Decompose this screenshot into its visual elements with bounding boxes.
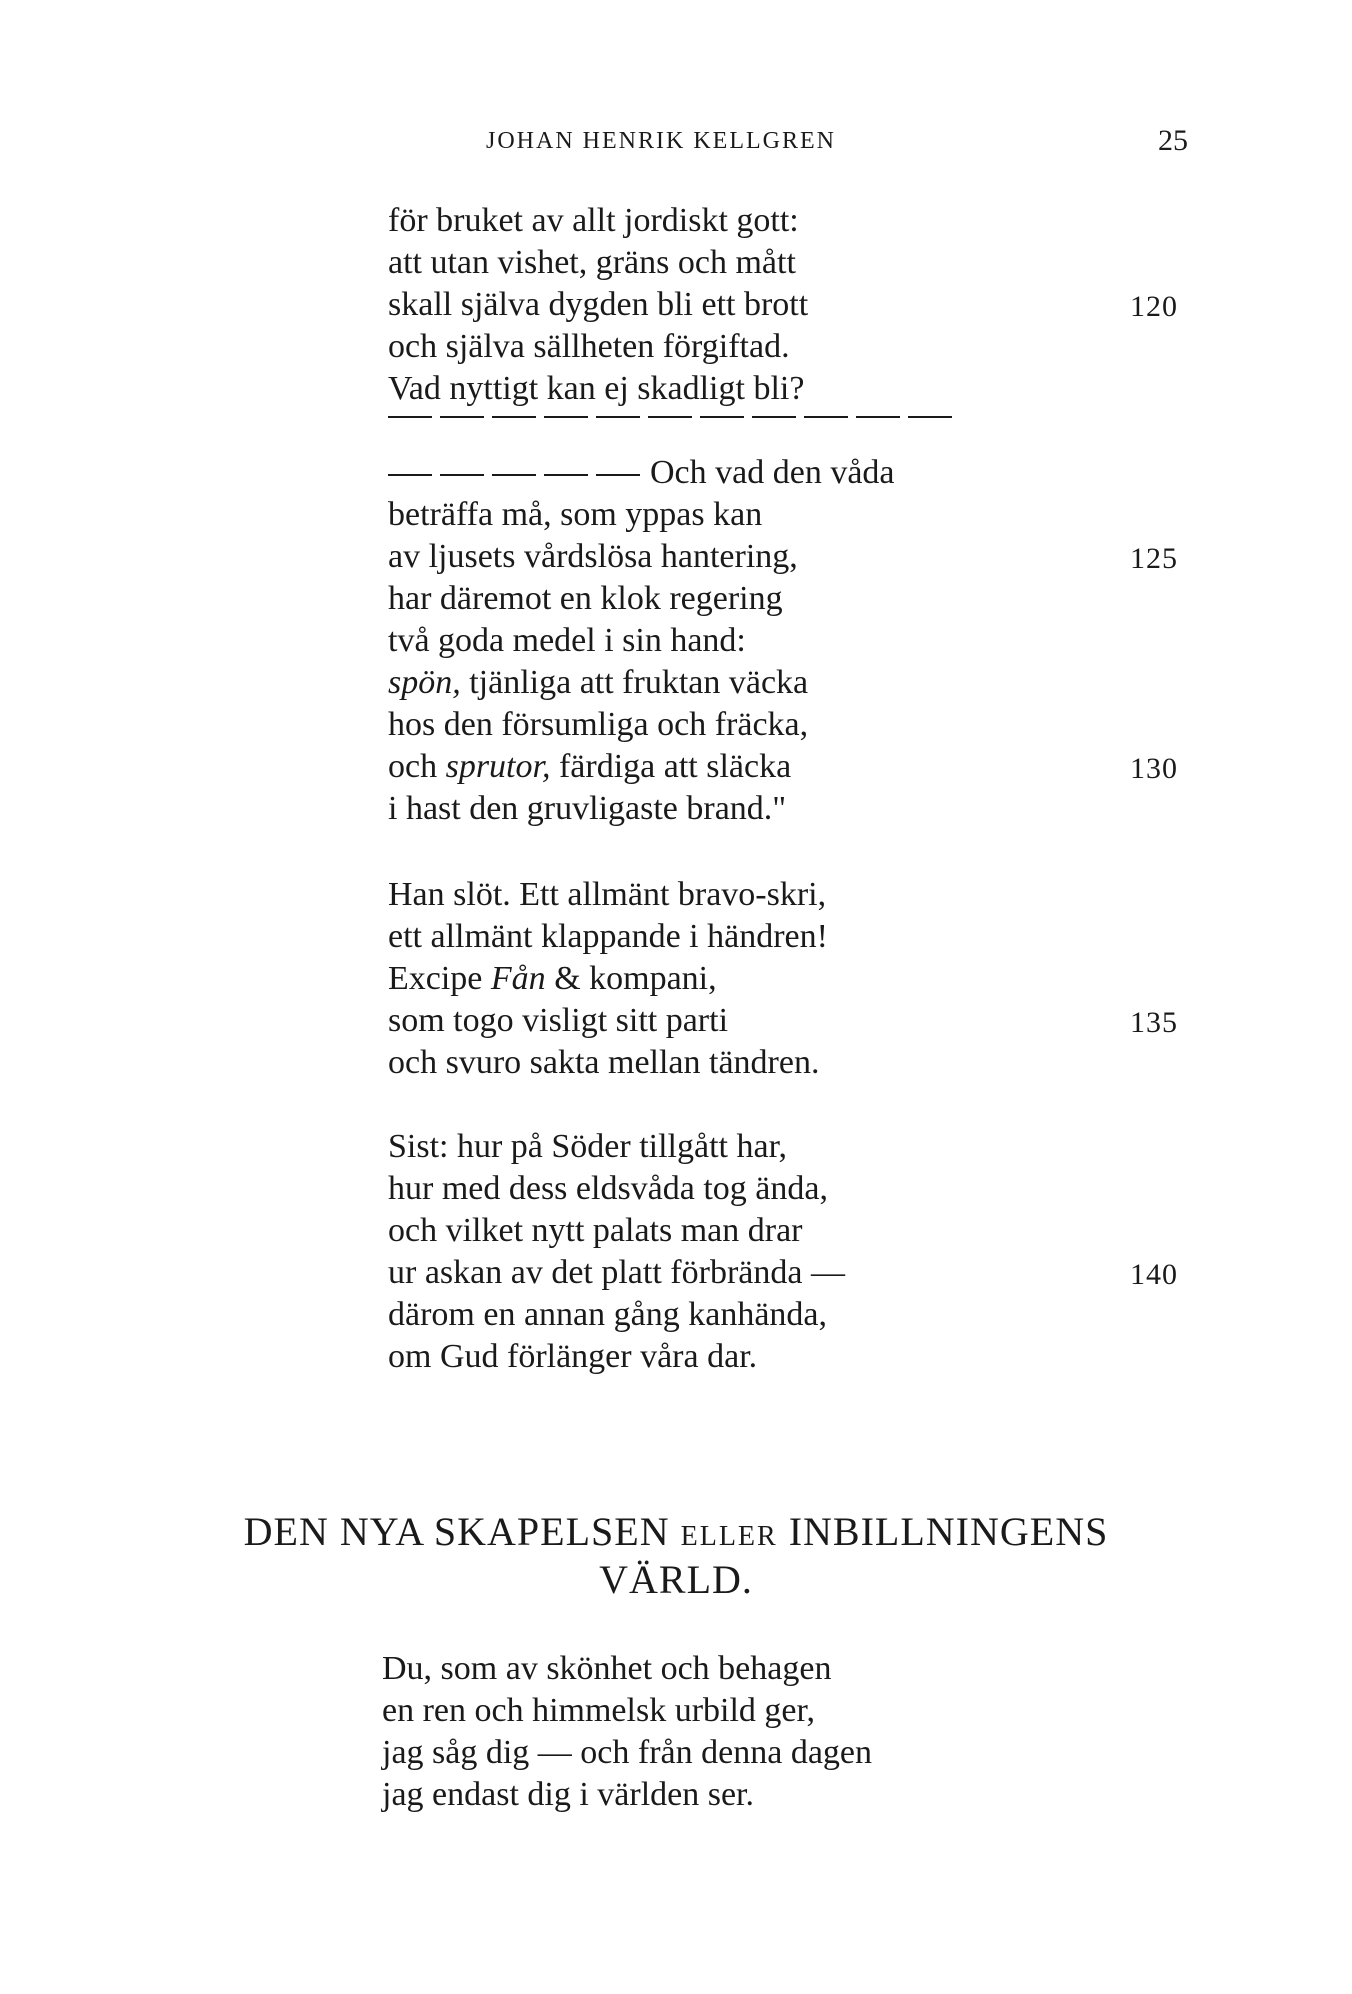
line-number: 135 (1130, 1006, 1178, 1039)
verse-line: ett allmänt klappande i händren! (388, 918, 828, 955)
stanza-5 (382, 1648, 1242, 1816)
verse-line: Och vad den våda (388, 452, 1248, 494)
page-number: 25 (1158, 124, 1188, 157)
verse-line: Du, som av skönhet och behagen (382, 1650, 832, 1687)
line-number: 140 (1130, 1258, 1178, 1291)
line-number: 125 (1130, 542, 1178, 575)
omission-dashes (388, 408, 968, 428)
verse-line: för bruket av allt jordiskt gott: (388, 202, 799, 239)
lead-dashes (388, 474, 644, 476)
verse-line: Han slöt. Ett allmänt bravo-skri, (388, 876, 827, 913)
verse-line: jag såg dig — och från denna dagen (382, 1734, 872, 1771)
verse-line: hur med dess eldsvåda tog ända, (388, 1170, 828, 1207)
poem-title: DEN NYA SKAPELSEN ELLER INBILLNINGENS (243, 1509, 1109, 1554)
poem-title-line-2: VÄRLD. (599, 1557, 753, 1602)
verse-line: om Gud förlänger våra dar. (388, 1338, 758, 1375)
stanza-3 (388, 874, 1248, 1084)
verse-line: beträffa må, som yppas kan (388, 496, 763, 533)
verse-line: som togo visligt sitt parti 135 (388, 1000, 1248, 1042)
verse-line: skall själva dygden bli ett brott 120 (388, 284, 1248, 326)
verse-line: spön, tjänliga att fruktan väcka (388, 664, 809, 701)
verse-line: en ren och himmelsk urbild ger, (382, 1692, 815, 1729)
verse-line: har däremot en klok regering (388, 580, 783, 617)
verse-line: och sprutor, färdiga att släcka 130 (388, 746, 1248, 788)
running-head (0, 124, 1352, 168)
verse-line: därom en annan gång kanhända, (388, 1296, 827, 1333)
verse-line: och vilket nytt palats man drar (388, 1212, 803, 1249)
verse-line: Excipe Fån & kompani, (388, 960, 717, 997)
verse-line: ur askan av det platt förbrända — 140 (388, 1252, 1248, 1294)
verse-line: att utan vishet, gräns och mått (388, 244, 796, 281)
stanza-4 (388, 1126, 1248, 1378)
verse-line: av ljusets vårdslösa hantering, 125 (388, 536, 1248, 578)
verse-line: jag endast dig i världen ser. (382, 1776, 755, 1813)
verse-line: Vad nyttigt kan ej skadligt bli? (388, 370, 805, 407)
verse-line: Sist: hur på Söder tillgått har, (388, 1128, 788, 1165)
stanza-2 (388, 452, 1248, 830)
running-title: JOHAN HENRIK KELLGREN (486, 128, 836, 154)
verse-line: och själva sällheten förgiftad. (388, 328, 790, 365)
verse-line: hos den försumliga och fräcka, (388, 706, 809, 743)
verse-line: och svuro sakta mellan tändren. (388, 1044, 820, 1081)
line-number: 130 (1130, 752, 1178, 785)
stanza-1 (388, 200, 1248, 410)
verse-line: två goda medel i sin hand: (388, 622, 746, 659)
verse-line: i hast den gruvligaste brand." (388, 790, 787, 827)
line-number: 120 (1130, 290, 1178, 323)
